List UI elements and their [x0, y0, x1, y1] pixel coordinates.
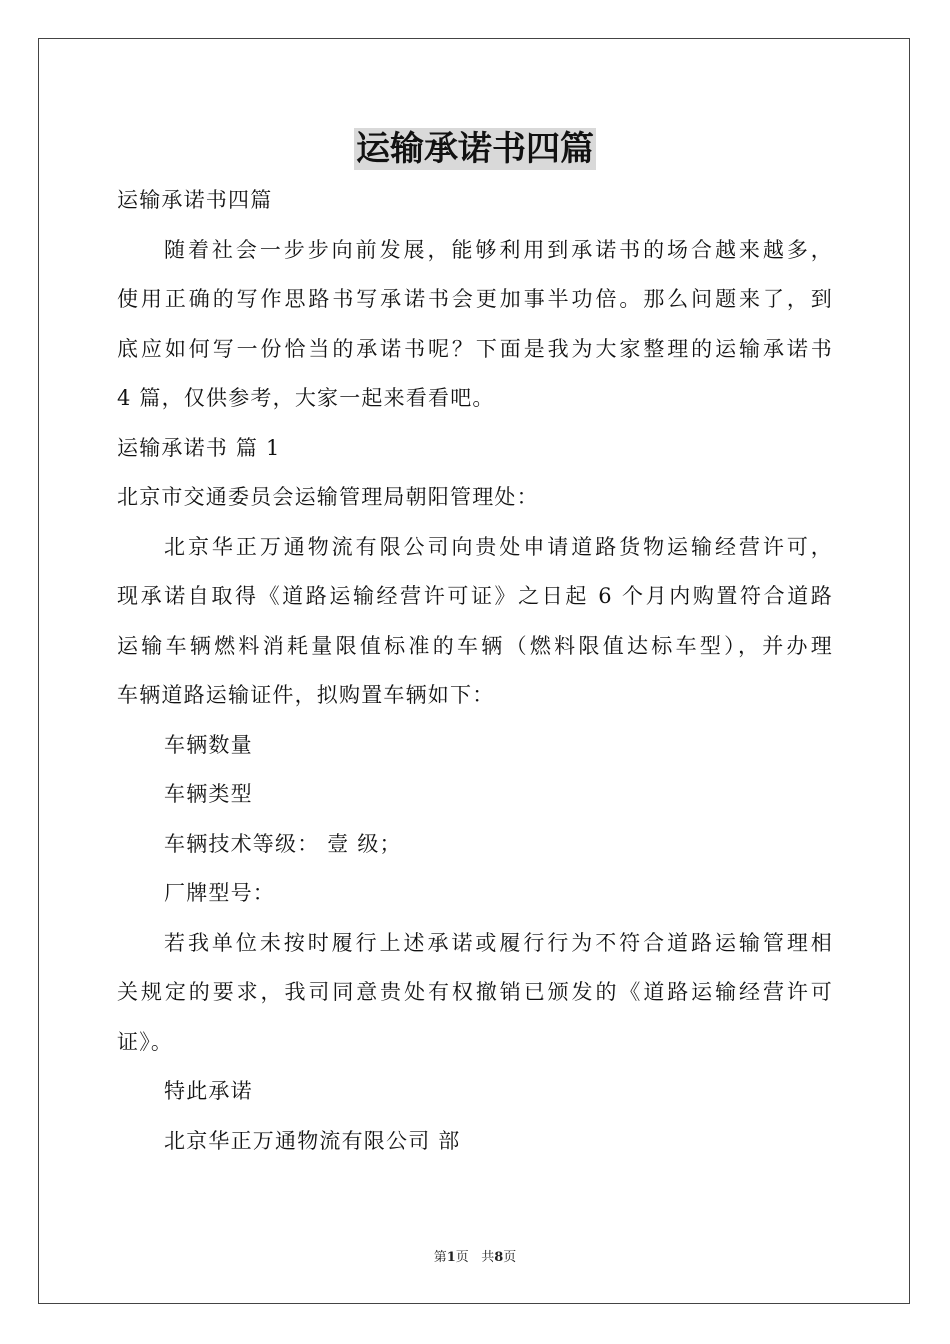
signature-line: 北京华正万通物流有限公司 部: [164, 1128, 461, 1153]
total-prefix: 共: [481, 1250, 495, 1265]
title-container: [0, 128, 950, 170]
total-unit: 页: [503, 1250, 517, 1265]
document-title: 运输承诺书四篇: [356, 129, 594, 169]
subtitle-line: 运输承诺书四篇: [117, 188, 273, 212]
intro-paragraph-line: 4 篇，仅供参考，大家一起来看看吧。: [117, 386, 495, 410]
closing-line: 特此承诺: [164, 1079, 253, 1103]
vehicle-type-line: 车辆类型: [164, 782, 253, 806]
addressee-line: 北京市交通委员会运输管理局朝阳管理处：: [117, 485, 539, 509]
document-body: [117, 176, 833, 1166]
brand-model-line: 厂牌型号：: [164, 881, 275, 905]
body-paragraph-line: 车辆道路运输证件，拟购置车辆如下：: [117, 683, 495, 707]
vehicle-quantity-line: 车辆数量: [164, 732, 253, 757]
body-paragraph-line: 现承诺自取得《道路运输经营许可证》之日起 6 个月内购置符合道路: [117, 584, 833, 608]
intro-paragraph-line: 随着社会一步步向前发展，能够利用到承诺书的场合越来越多，: [164, 237, 833, 262]
total-page-number: 8: [494, 1250, 504, 1265]
current-page-number: 1: [446, 1250, 456, 1265]
page-unit: 页: [455, 1250, 469, 1265]
commitment-paragraph-line: 关规定的要求，我司同意贵处有权撤销已颁发的《道路运输经营许可: [117, 980, 833, 1004]
commitment-paragraph-line: 若我单位未按时履行上述承诺或履行行为不符合道路运输管理相: [164, 930, 833, 955]
page-footer: [0, 1246, 950, 1265]
section-heading: 运输承诺书 篇 1: [117, 435, 281, 460]
body-paragraph-line: 运输车辆燃料消耗量限值标准的车辆（燃料限值达标车型），并办理: [117, 633, 833, 658]
body-paragraph-line: 北京华正万通物流有限公司向贵处申请道路货物运输经营许可，: [164, 534, 833, 559]
vehicle-grade-line: 车辆技术等级： 壹 级；: [164, 831, 402, 856]
intro-paragraph-line: 使用正确的写作思路书写承诺书会更加事半功倍。那么问题来了，到: [117, 287, 833, 311]
commitment-paragraph-line: 证》。: [117, 1029, 174, 1054]
intro-paragraph-line: 底应如何写一份恰当的承诺书呢？下面是我为大家整理的运输承诺书: [117, 336, 833, 361]
page-prefix: 第: [433, 1250, 447, 1265]
